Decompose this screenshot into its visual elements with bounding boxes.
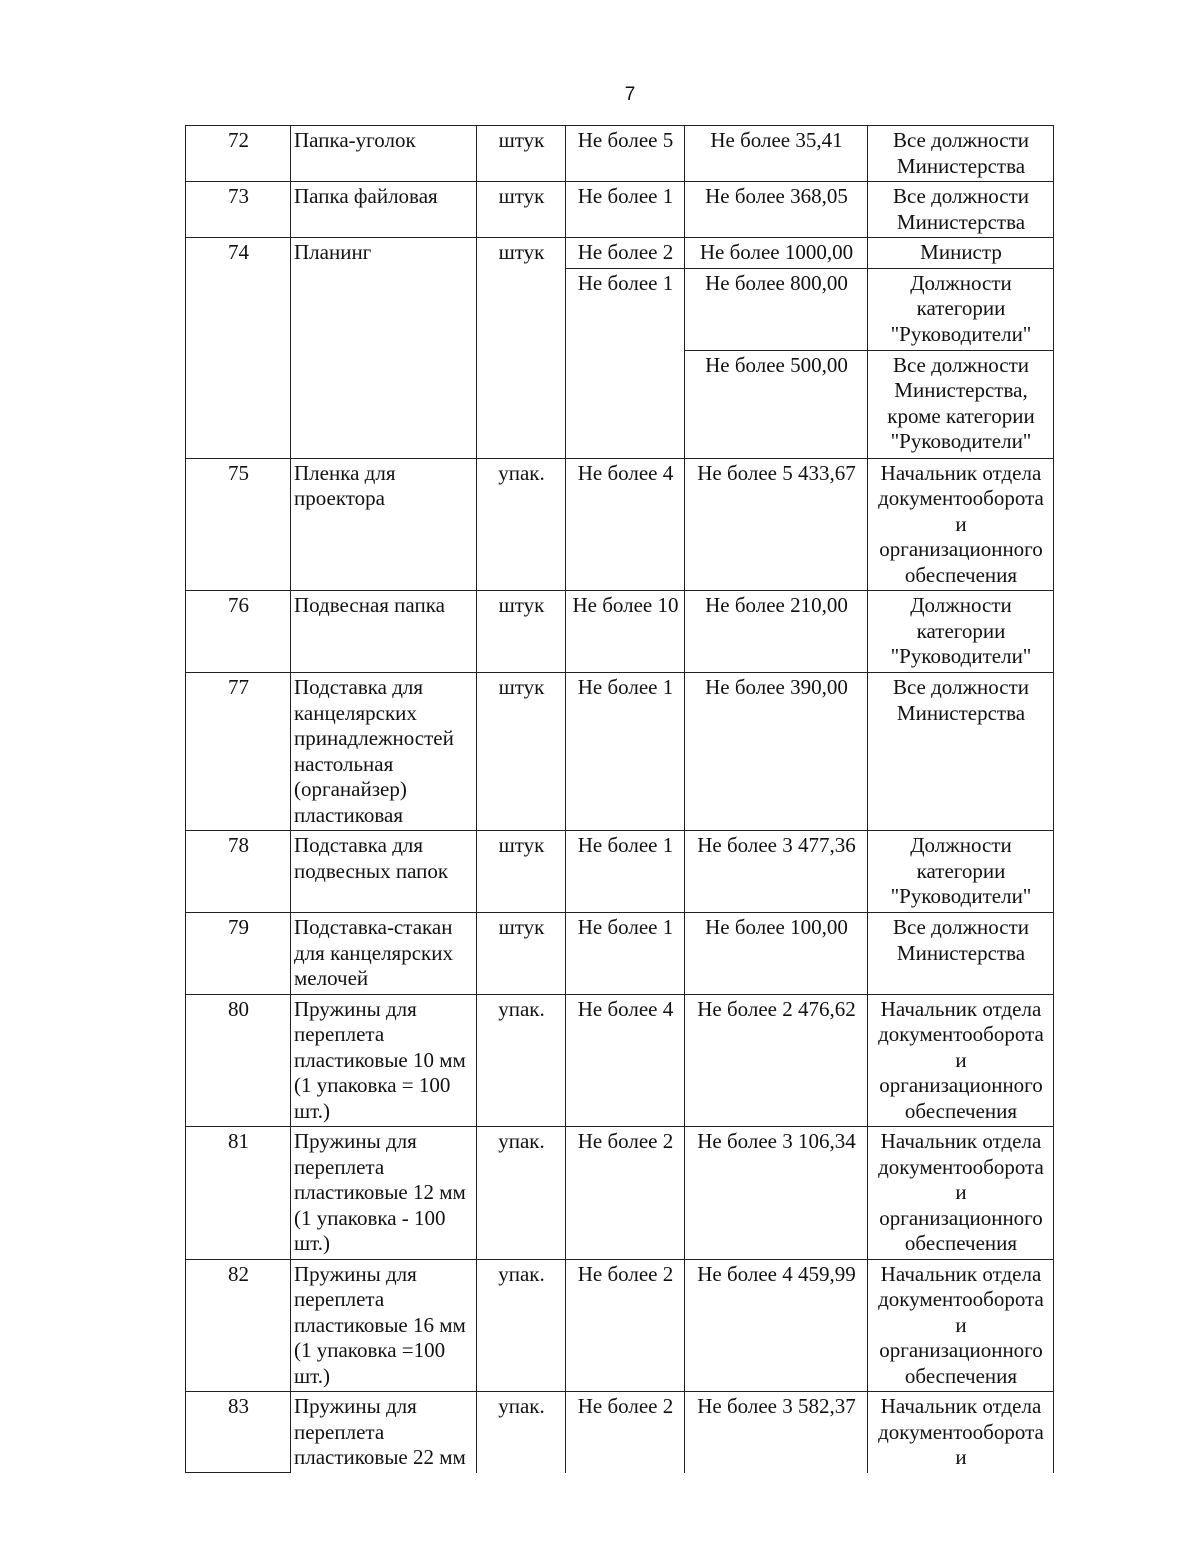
item-price: Не более 1000,00	[685, 238, 868, 269]
item-unit: штук	[477, 126, 566, 182]
row-number: 75	[186, 458, 291, 591]
row-number: 79	[186, 913, 291, 995]
item-name: Подставка для канцелярских принадлежностей настольная (органайзер) пластиковая	[291, 673, 477, 831]
item-quantity: Не более 1	[566, 913, 685, 995]
item-name: Подвесная папка	[291, 591, 477, 673]
item-unit: штук	[477, 831, 566, 913]
table-row	[186, 458, 1054, 591]
row-number: 73	[186, 182, 291, 238]
row-number: 72	[186, 126, 291, 182]
item-name: Подставка-стакан для канцелярских мелочей	[291, 913, 477, 995]
page-number: 7	[624, 84, 636, 105]
item-unit: упак.	[477, 994, 566, 1127]
item-price: Не более 390,00	[685, 673, 868, 831]
table-row	[186, 994, 1054, 1127]
item-quantity: Не более 2	[566, 1392, 685, 1473]
row-number: 77	[186, 673, 291, 831]
item-name: Пружины для переплета пластиковые 12 мм (1 упаковка - 100 шт.)	[291, 1127, 477, 1260]
item-unit: упак.	[477, 458, 566, 591]
item-price: Не более 368,05	[685, 182, 868, 238]
item-quantity: Не более 4	[566, 458, 685, 591]
item-unit: упак.	[477, 1127, 566, 1260]
item-quantity: Не более 1	[566, 268, 685, 458]
item-position: Должности категории "Руководители"	[868, 591, 1054, 673]
item-position: Начальник отдела документооборота и организационного обеспечения	[868, 1259, 1054, 1392]
item-price: Не более 3 106,34	[685, 1127, 868, 1260]
item-price: Не более 100,00	[685, 913, 868, 995]
row-number: 76	[186, 591, 291, 673]
item-price: Не более 5 433,67	[685, 458, 868, 591]
item-position: Начальник отдела документооборота и организационного обеспечения	[868, 1127, 1054, 1260]
item-quantity: Не более 2	[566, 1127, 685, 1260]
item-price: Не более 3 477,36	[685, 831, 868, 913]
item-position: Все должности Министерства	[868, 913, 1054, 995]
item-quantity: Не более 4	[566, 994, 685, 1127]
item-unit: штук	[477, 673, 566, 831]
item-name: Папка файловая	[291, 182, 477, 238]
row-number: 81	[186, 1127, 291, 1260]
item-quantity: Не более 1	[566, 182, 685, 238]
table-row	[186, 1127, 1054, 1260]
item-quantity: Не более 10	[566, 591, 685, 673]
item-price: Не более 4 459,99	[685, 1259, 868, 1392]
row-number: 83	[186, 1392, 291, 1473]
table-row	[186, 126, 1054, 182]
item-quantity: Не более 5	[566, 126, 685, 182]
table-row	[186, 182, 1054, 238]
item-position: Все должности Министерства	[868, 126, 1054, 182]
item-name: Пружины для переплета пластиковые 16 мм (1 упаковка =100 шт.)	[291, 1259, 477, 1392]
item-unit: упак.	[477, 1259, 566, 1392]
item-unit: упак.	[477, 1392, 566, 1473]
item-quantity: Не более 2	[566, 1259, 685, 1392]
item-position: Все должности Министерства	[868, 673, 1054, 831]
row-number: 78	[186, 831, 291, 913]
table-row	[186, 913, 1054, 995]
item-quantity: Не более 1	[566, 831, 685, 913]
item-position: Начальник отдела документооборота и организационного обеспечения	[868, 458, 1054, 591]
table-row	[186, 238, 1054, 269]
table-row	[186, 831, 1054, 913]
item-position: Все должности Министерства	[868, 182, 1054, 238]
item-position: Все должности Министерства, кроме категории "Руководители"	[868, 350, 1054, 458]
item-name: Пружины для переплета пластиковые 10 мм (1 упаковка = 100 шт.)	[291, 994, 477, 1127]
item-price: Не более 500,00	[685, 350, 868, 458]
item-quantity: Не более 2	[566, 238, 685, 269]
item-price: Не более 3 582,37	[685, 1392, 868, 1473]
item-price: Не более 2 476,62	[685, 994, 868, 1127]
item-name: Папка-уголок	[291, 126, 477, 182]
item-unit: штук	[477, 591, 566, 673]
norms-table	[185, 125, 1054, 1473]
row-number: 80	[186, 994, 291, 1127]
item-unit: штук	[477, 238, 566, 459]
row-number: 82	[186, 1259, 291, 1392]
item-name: Пленка для проектора	[291, 458, 477, 591]
item-quantity: Не более 1	[566, 673, 685, 831]
item-position: Должности категории "Руководители"	[868, 831, 1054, 913]
item-name: Планинг	[291, 238, 477, 459]
item-name: Подставка для подвесных папок	[291, 831, 477, 913]
item-price: Не более 35,41	[685, 126, 868, 182]
item-price: Не более 800,00	[685, 268, 868, 350]
item-position: Начальник отдела документооборота и организационного обеспечения	[868, 994, 1054, 1127]
row-number: 74	[186, 238, 291, 459]
item-position: Министр	[868, 238, 1054, 269]
table-row	[186, 1392, 1054, 1473]
item-unit: штук	[477, 182, 566, 238]
table-row	[186, 591, 1054, 673]
item-position: Должности категории "Руководители"	[868, 268, 1054, 350]
item-name: Пружины для переплета пластиковые 22 мм	[291, 1392, 477, 1473]
item-price: Не более 210,00	[685, 591, 868, 673]
item-position: Начальник отдела документооборота и	[868, 1392, 1054, 1473]
item-unit: штук	[477, 913, 566, 995]
table-row	[186, 673, 1054, 831]
table-row	[186, 1259, 1054, 1392]
